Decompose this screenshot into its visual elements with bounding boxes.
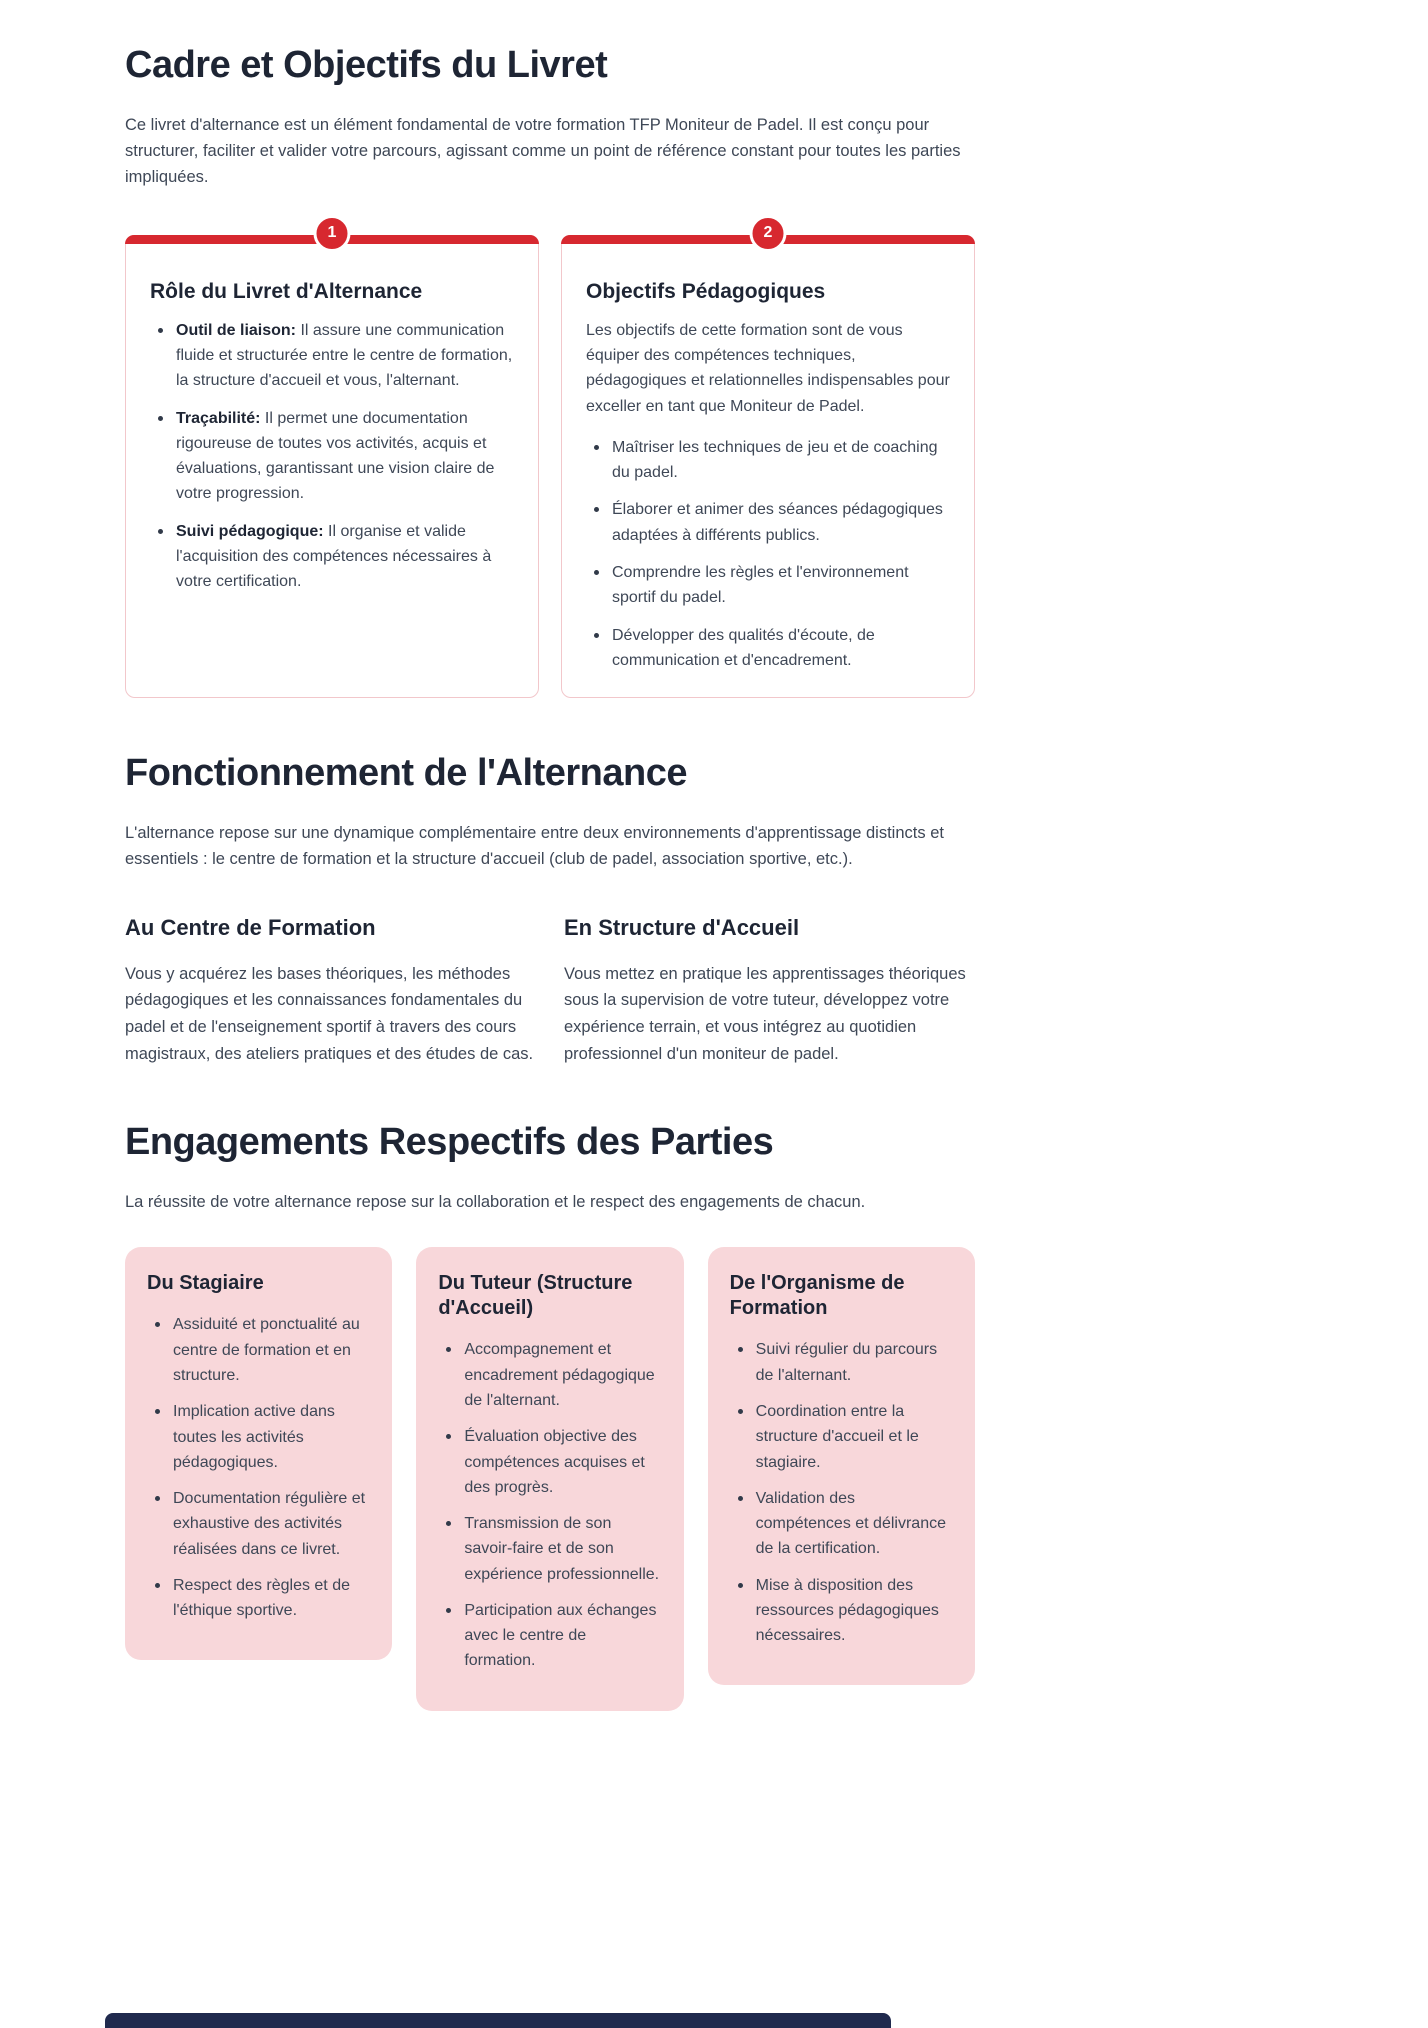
list-item: Documentation régulière et exhaustive des activités réalisées dans ce livret. xyxy=(147,1486,370,1562)
bullet-label: Suivi pédagogique: xyxy=(176,522,324,540)
list-item: Évaluation objective des compétences acquises et des progrès. xyxy=(438,1424,661,1500)
list-item xyxy=(586,623,950,674)
two-column-row xyxy=(125,915,975,1068)
list-item xyxy=(150,318,514,394)
bottom-dark-bar xyxy=(105,2013,891,2028)
bullet-list xyxy=(730,1337,953,1648)
list-item: Participation aux échanges avec le centre de formation. xyxy=(438,1598,661,1674)
list-item: Accompagnement et encadrement pédagogique de l'alternant. xyxy=(438,1337,661,1413)
bullet-text: Comprendre les règles et l'environnement sportif du padel. xyxy=(612,563,909,607)
engagement-card-organisme xyxy=(708,1247,975,1685)
bullet-text: Il organise et valide l'acquisition des compétences nécessaires à votre certification. xyxy=(176,522,492,591)
list-item xyxy=(150,406,514,507)
column-centre-de-formation xyxy=(125,915,536,1068)
bullet-text: Développer des qualités d'écoute, de communication et d'encadrement. xyxy=(612,626,875,669)
bullet-text: Maîtriser les techniques de jeu et de coaching du padel. xyxy=(612,438,938,482)
bullet-list xyxy=(147,1312,370,1623)
step-number-badge: 2 xyxy=(750,215,787,252)
bullet-text: Il assure une communication fluide et structurée entre le centre de formation, la structure d'accueil et vous, l'alternant. xyxy=(176,321,513,390)
column-title: Au Centre de Formation xyxy=(125,914,376,940)
column-structure-accueil xyxy=(564,915,975,1068)
list-item xyxy=(150,519,514,595)
bullet-label: Outil de liaison: xyxy=(176,321,297,339)
card-title: Du Tuteur (Structure d'Accueil) xyxy=(438,1272,633,1320)
list-item xyxy=(586,560,950,611)
card-intro-text: Les objectifs de cette formation sont de vous équiper des compétences techniques, pédagogiques et relationnelles indispensables pour exceller en tant que Moniteur de Padel. xyxy=(586,321,950,415)
engagement-card-tuteur xyxy=(416,1247,683,1710)
list-item: Suivi régulier du parcours de l'alternant. xyxy=(730,1337,953,1388)
list-item: Assiduité et ponctualité au centre de formation et en structure. xyxy=(147,1312,370,1388)
list-item: Respect des règles et de l'éthique sportive. xyxy=(147,1573,370,1624)
list-item xyxy=(586,435,950,486)
card-title: Objectifs Pédagogiques xyxy=(586,279,826,303)
intro-paragraph: Ce livret d'alternance est un élément fondamental de votre formation TFP Moniteur de Padel. Il est conçu pour structurer, faciliter et valider votre parcours, agissant comme un point de référence constant pour toutes les parties impliquées. xyxy=(125,115,961,187)
bullet-text: Il permet une documentation rigoureuse de toutes vos activités, acquis et évaluations, garantissant une vision claire de votre progression. xyxy=(176,409,495,503)
column-title: En Structure d'Accueil xyxy=(564,914,800,940)
section-title-engagements: Engagements Respectifs des Parties xyxy=(125,1121,774,1164)
section-title-fonctionnement: Fonctionnement de l'Alternance xyxy=(125,752,687,795)
engagement-card-stagiaire xyxy=(125,1247,392,1660)
bullet-list xyxy=(438,1337,661,1673)
list-item: Mise à disposition des ressources pédagogiques nécessaires. xyxy=(730,1573,953,1649)
list-item: Transmission de son savoir-faire et de son expérience professionnelle. xyxy=(438,1511,661,1587)
bullet-list xyxy=(150,318,514,595)
bullet-label: Traçabilité: xyxy=(176,409,261,427)
bullet-list xyxy=(586,435,950,673)
bullet-text: Élaborer et animer des séances pédagogiques adaptées à différents publics. xyxy=(612,501,943,544)
list-item xyxy=(586,497,950,548)
section-intro-engagements: La réussite de votre alternance repose sur la collaboration et le respect des engagements de chacun. xyxy=(125,1193,866,1212)
list-item: Validation des compétences et délivrance de la certification. xyxy=(730,1486,953,1562)
numbered-cards-row xyxy=(125,224,975,698)
page-content xyxy=(125,44,975,1711)
info-card-role-du-livret xyxy=(125,224,539,698)
section-intro-fonctionnement: L'alternance repose sur une dynamique complémentaire entre deux environnements d'apprentissage distincts et essentiels : le centre de formation et la structure d'accueil (club de padel, association sportive, etc.). xyxy=(125,823,944,869)
info-card-objectifs-pedagogiques xyxy=(561,224,975,698)
card-title: De l'Organisme de Formation xyxy=(729,1272,905,1320)
engagement-cards-row xyxy=(125,1247,975,1710)
page-title: Cadre et Objectifs du Livret xyxy=(125,44,608,86)
step-number-badge: 1 xyxy=(314,215,351,252)
card-title: Rôle du Livret d'Alternance xyxy=(150,279,423,303)
column-text: Vous mettez en pratique les apprentissages théoriques sous la supervision de votre tuteur, développez votre expérience terrain, et vous intégrez au quotidien professionnel d'un moniteur de padel. xyxy=(564,964,966,1063)
card-title: Du Stagiaire xyxy=(147,1272,264,1295)
column-text: Vous y acquérez les bases théoriques, les méthodes pédagogiques et les connaissances fondamentales du padel et de l'enseignement sportif à travers des cours magistraux, des ateliers pratiques et des études de cas. xyxy=(125,964,534,1063)
list-item: Coordination entre la structure d'accueil et le stagiaire. xyxy=(730,1399,953,1475)
list-item: Implication active dans toutes les activités pédagogiques. xyxy=(147,1399,370,1475)
